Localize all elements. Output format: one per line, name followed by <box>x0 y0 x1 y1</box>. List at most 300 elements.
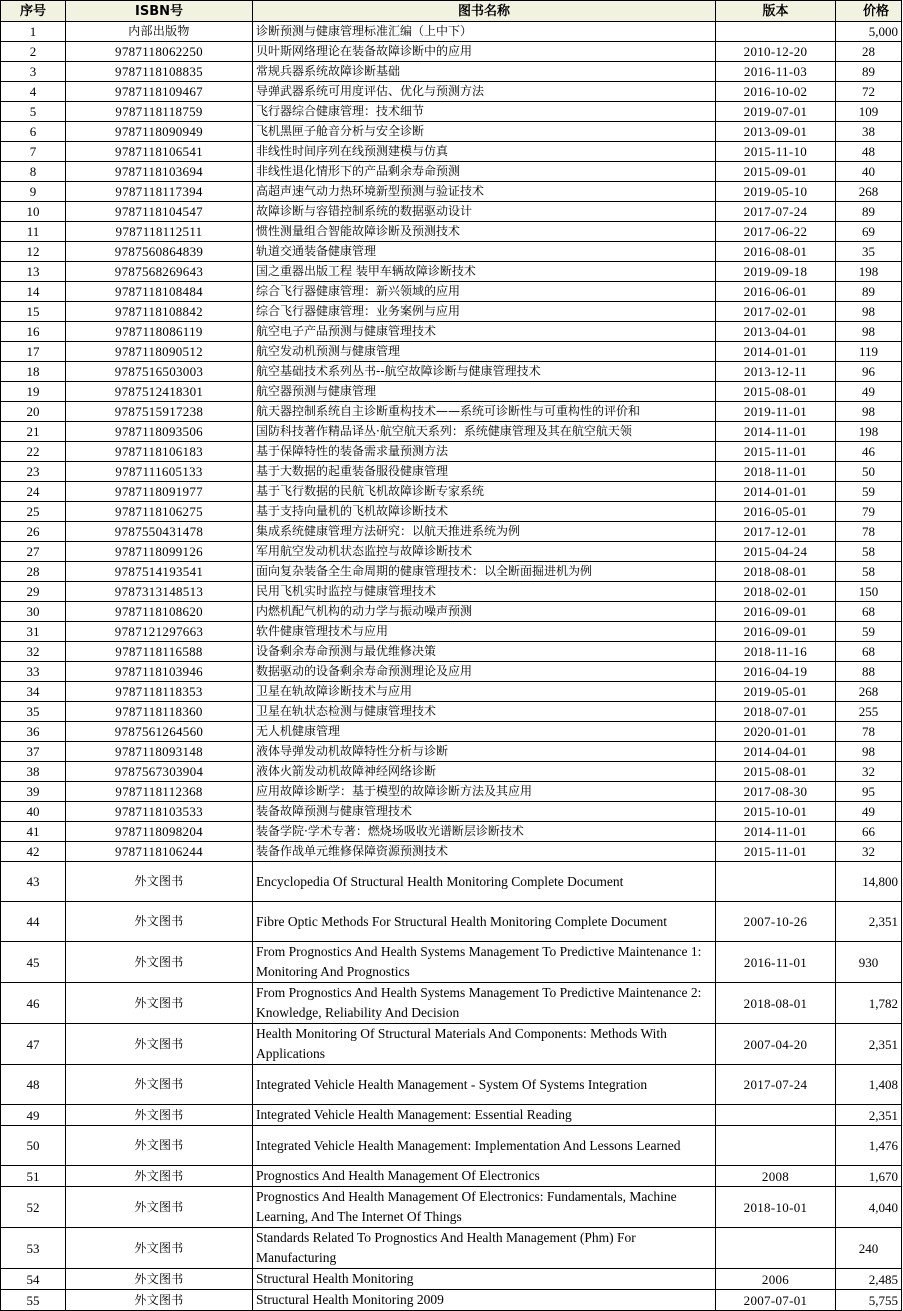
cell-isbn[interactable]: 9787560864839 <box>66 242 253 262</box>
cell-no[interactable]: 41 <box>1 822 66 842</box>
cell-edition[interactable]: 2013-12-11 <box>716 362 836 382</box>
cell-price[interactable]: 89 <box>836 282 902 302</box>
cell-no[interactable]: 26 <box>1 522 66 542</box>
cell-title[interactable]: 航天器控制系统自主诊断重构技术——系统可诊断性与可重构性的评价和 <box>253 402 716 422</box>
cell-edition[interactable]: 2016-11-01 <box>716 942 836 983</box>
cell-edition[interactable] <box>716 862 836 902</box>
cell-edition[interactable]: 2015-11-01 <box>716 842 836 862</box>
cell-isbn[interactable]: 9787118106183 <box>66 442 253 462</box>
cell-no[interactable]: 34 <box>1 682 66 702</box>
cell-no[interactable]: 14 <box>1 282 66 302</box>
cell-isbn[interactable]: 外文图书 <box>66 1105 253 1126</box>
cell-no[interactable]: 30 <box>1 602 66 622</box>
cell-isbn[interactable]: 外文图书 <box>66 1290 253 1311</box>
cell-isbn[interactable]: 9787514193541 <box>66 562 253 582</box>
cell-edition[interactable]: 2014-04-01 <box>716 742 836 762</box>
cell-price[interactable]: 198 <box>836 422 902 442</box>
cell-price[interactable]: 5,000 <box>836 22 902 42</box>
cell-price[interactable]: 150 <box>836 582 902 602</box>
cell-edition[interactable]: 2019-11-01 <box>716 402 836 422</box>
cell-isbn[interactable]: 9787550431478 <box>66 522 253 542</box>
cell-edition[interactable]: 2016-05-01 <box>716 502 836 522</box>
cell-isbn[interactable]: 9787118112368 <box>66 782 253 802</box>
cell-price[interactable]: 68 <box>836 602 902 622</box>
cell-title[interactable]: 航空器预测与健康管理 <box>253 382 716 402</box>
cell-no[interactable]: 35 <box>1 702 66 722</box>
cell-price[interactable]: 96 <box>836 362 902 382</box>
cell-isbn[interactable]: 9787118117394 <box>66 182 253 202</box>
cell-no[interactable]: 40 <box>1 802 66 822</box>
cell-title[interactable]: 惯性测量组合智能故障诊断及预测技术 <box>253 222 716 242</box>
cell-price[interactable]: 4,040 <box>836 1187 902 1228</box>
cell-price[interactable]: 69 <box>836 222 902 242</box>
cell-price[interactable]: 98 <box>836 302 902 322</box>
cell-edition[interactable]: 2015-11-01 <box>716 442 836 462</box>
cell-price[interactable]: 72 <box>836 82 902 102</box>
cell-title[interactable]: 综合飞行器健康管理：新兴领域的应用 <box>253 282 716 302</box>
cell-price[interactable]: 1,670 <box>836 1166 902 1187</box>
cell-price[interactable]: 98 <box>836 742 902 762</box>
table-row <box>1 1126 902 1166</box>
cell-no[interactable]: 12 <box>1 242 66 262</box>
cell-title[interactable]: 面向复杂装备全生命周期的健康管理技术：以全断面掘进机为例 <box>253 562 716 582</box>
table-row <box>1 182 902 202</box>
cell-price[interactable]: 49 <box>836 382 902 402</box>
cell-isbn[interactable]: 内部出版物 <box>66 22 253 42</box>
cell-edition[interactable]: 2018-11-16 <box>716 642 836 662</box>
cell-edition[interactable]: 2006 <box>716 1269 836 1290</box>
cell-price[interactable]: 240 <box>836 1228 902 1269</box>
cell-isbn[interactable]: 9787313148513 <box>66 582 253 602</box>
cell-no[interactable]: 5 <box>1 102 66 122</box>
cell-edition[interactable]: 2010-12-20 <box>716 42 836 62</box>
cell-no[interactable]: 25 <box>1 502 66 522</box>
cell-isbn[interactable]: 9787568269643 <box>66 262 253 282</box>
cell-title[interactable]: Structural Health Monitoring 2009 <box>253 1290 716 1311</box>
cell-no[interactable]: 23 <box>1 462 66 482</box>
cell-price[interactable]: 32 <box>836 842 902 862</box>
cell-title[interactable]: From Prognostics And Health Systems Management To Predictive Maintenance 1: Monitoring And Prognostics <box>253 942 716 983</box>
cell-title[interactable]: 非线性时间序列在线预测建模与仿真 <box>253 142 716 162</box>
cell-price[interactable]: 2,351 <box>836 1024 902 1065</box>
cell-no[interactable]: 45 <box>1 942 66 983</box>
cell-edition[interactable]: 2013-09-01 <box>716 122 836 142</box>
cell-edition[interactable]: 2016-10-02 <box>716 82 836 102</box>
cell-isbn[interactable]: 9787118090512 <box>66 342 253 362</box>
cell-title[interactable]: 民用飞机实时监控与健康管理技术 <box>253 582 716 602</box>
table-row <box>1 362 902 382</box>
cell-isbn[interactable]: 外文图书 <box>66 862 253 902</box>
cell-no[interactable]: 3 <box>1 62 66 82</box>
header-edition[interactable]: 版本 <box>716 1 836 22</box>
cell-title[interactable]: 液体火箭发动机故障神经网络诊断 <box>253 762 716 782</box>
cell-title[interactable]: 基于支持向量机的飞机故障诊断技术 <box>253 502 716 522</box>
cell-edition[interactable]: 2014-11-01 <box>716 422 836 442</box>
table-row <box>1 162 902 182</box>
cell-isbn[interactable]: 9787118090949 <box>66 122 253 142</box>
cell-price[interactable]: 78 <box>836 522 902 542</box>
cell-no[interactable]: 1 <box>1 22 66 42</box>
cell-no[interactable]: 28 <box>1 562 66 582</box>
cell-price[interactable]: 66 <box>836 822 902 842</box>
cell-isbn[interactable]: 外文图书 <box>66 1228 253 1269</box>
cell-title[interactable]: 高超声速气动力热环境新型预测与验证技术 <box>253 182 716 202</box>
cell-edition[interactable]: 2017-08-30 <box>716 782 836 802</box>
cell-price[interactable]: 79 <box>836 502 902 522</box>
cell-edition[interactable]: 2007-07-01 <box>716 1290 836 1311</box>
cell-no[interactable]: 10 <box>1 202 66 222</box>
cell-isbn[interactable]: 9787515917238 <box>66 402 253 422</box>
cell-title[interactable]: 贝叶斯网络理论在装备故障诊断中的应用 <box>253 42 716 62</box>
cell-title[interactable]: 装备作战单元维修保障资源预测技术 <box>253 842 716 862</box>
cell-no[interactable]: 33 <box>1 662 66 682</box>
cell-price[interactable]: 58 <box>836 562 902 582</box>
cell-isbn[interactable]: 9787118106541 <box>66 142 253 162</box>
cell-isbn[interactable]: 9787118099126 <box>66 542 253 562</box>
cell-no[interactable]: 43 <box>1 862 66 902</box>
cell-edition[interactable] <box>716 1228 836 1269</box>
cell-edition[interactable]: 2018-08-01 <box>716 562 836 582</box>
cell-title[interactable]: 国防科技著作精品译丛·航空航天系列：系统健康管理及其在航空航天领 <box>253 422 716 442</box>
cell-no[interactable]: 39 <box>1 782 66 802</box>
cell-title[interactable]: Structural Health Monitoring <box>253 1269 716 1290</box>
cell-edition[interactable] <box>716 22 836 42</box>
cell-no[interactable]: 50 <box>1 1126 66 1166</box>
cell-title[interactable]: 非线性退化情形下的产品剩余寿命预测 <box>253 162 716 182</box>
cell-edition[interactable]: 2019-07-01 <box>716 102 836 122</box>
cell-edition[interactable]: 2016-09-01 <box>716 622 836 642</box>
cell-title[interactable]: Prognostics And Health Management Of Electronics <box>253 1166 716 1187</box>
cell-edition[interactable]: 2007-10-26 <box>716 902 836 942</box>
cell-isbn[interactable]: 外文图书 <box>66 1024 253 1065</box>
cell-title[interactable]: 应用故障诊断学：基于模型的故障诊断方法及其应用 <box>253 782 716 802</box>
cell-no[interactable]: 9 <box>1 182 66 202</box>
cell-price[interactable]: 14,800 <box>836 862 902 902</box>
cell-title[interactable]: Encyclopedia Of Structural Health Monitoring Complete Document <box>253 862 716 902</box>
cell-edition[interactable]: 2016-11-03 <box>716 62 836 82</box>
cell-title[interactable]: 导弹武器系统可用度评估、优化与预测方法 <box>253 82 716 102</box>
cell-isbn[interactable]: 外文图书 <box>66 1166 253 1187</box>
cell-isbn[interactable]: 9787118108835 <box>66 62 253 82</box>
cell-edition[interactable]: 2017-06-22 <box>716 222 836 242</box>
cell-isbn[interactable]: 9787118086119 <box>66 322 253 342</box>
cell-no[interactable]: 27 <box>1 542 66 562</box>
cell-edition[interactable]: 2018-08-01 <box>716 983 836 1024</box>
cell-no[interactable]: 46 <box>1 983 66 1024</box>
cell-price[interactable]: 78 <box>836 722 902 742</box>
cell-title[interactable]: 装备故障预测与健康管理技术 <box>253 802 716 822</box>
cell-isbn[interactable]: 9787118093506 <box>66 422 253 442</box>
cell-no[interactable]: 53 <box>1 1228 66 1269</box>
cell-price[interactable]: 198 <box>836 262 902 282</box>
cell-isbn[interactable]: 9787118109467 <box>66 82 253 102</box>
table-row <box>1 1187 902 1228</box>
cell-no[interactable]: 44 <box>1 902 66 942</box>
cell-isbn[interactable]: 9787118103946 <box>66 662 253 682</box>
cell-isbn[interactable]: 9787118091977 <box>66 482 253 502</box>
cell-price[interactable]: 58 <box>836 542 902 562</box>
cell-no[interactable]: 18 <box>1 362 66 382</box>
cell-no[interactable]: 32 <box>1 642 66 662</box>
cell-isbn[interactable]: 外文图书 <box>66 942 253 983</box>
cell-no[interactable]: 31 <box>1 622 66 642</box>
table-row <box>1 682 902 702</box>
cell-isbn[interactable]: 9787118104547 <box>66 202 253 222</box>
cell-isbn[interactable]: 9787118108620 <box>66 602 253 622</box>
cell-title[interactable]: 卫星在轨状态检测与健康管理技术 <box>253 702 716 722</box>
cell-price[interactable]: 35 <box>836 242 902 262</box>
cell-isbn[interactable]: 9787516503003 <box>66 362 253 382</box>
cell-no[interactable]: 7 <box>1 142 66 162</box>
cell-price[interactable]: 2,351 <box>836 902 902 942</box>
cell-price[interactable]: 98 <box>836 322 902 342</box>
cell-title[interactable]: Integrated Vehicle Health Management: Essential Reading <box>253 1105 716 1126</box>
cell-edition[interactable]: 2019-05-01 <box>716 682 836 702</box>
cell-title[interactable]: 常规兵器系统故障诊断基础 <box>253 62 716 82</box>
cell-isbn[interactable]: 9787561264560 <box>66 722 253 742</box>
cell-no[interactable]: 52 <box>1 1187 66 1228</box>
cell-edition[interactable]: 2015-04-24 <box>716 542 836 562</box>
cell-edition[interactable]: 2019-05-10 <box>716 182 836 202</box>
cell-price[interactable]: 1,476 <box>836 1126 902 1166</box>
cell-edition[interactable]: 2015-08-01 <box>716 382 836 402</box>
cell-edition[interactable]: 2018-11-01 <box>716 462 836 482</box>
cell-price[interactable]: 95 <box>836 782 902 802</box>
cell-no[interactable]: 13 <box>1 262 66 282</box>
cell-price[interactable]: 268 <box>836 682 902 702</box>
cell-title[interactable]: Fibre Optic Methods For Structural Health Monitoring Complete Document <box>253 902 716 942</box>
cell-title[interactable]: From Prognostics And Health Systems Management To Predictive Maintenance 2: Knowledge, Reliability And Decision <box>253 983 716 1024</box>
cell-price[interactable]: 98 <box>836 402 902 422</box>
cell-isbn[interactable]: 外文图书 <box>66 1269 253 1290</box>
cell-title[interactable]: 综合飞行器健康管理：业务案例与应用 <box>253 302 716 322</box>
cell-price[interactable]: 68 <box>836 642 902 662</box>
cell-title[interactable]: Health Monitoring Of Structural Materials And Components: Methods With Applications <box>253 1024 716 1065</box>
cell-isbn[interactable]: 9787118103533 <box>66 802 253 822</box>
cell-title[interactable]: Integrated Vehicle Health Management: Implementation And Lessons Learned <box>253 1126 716 1166</box>
cell-no[interactable]: 20 <box>1 402 66 422</box>
cell-no[interactable]: 55 <box>1 1290 66 1311</box>
table-row <box>1 762 902 782</box>
cell-title[interactable]: 软件健康管理技术与应用 <box>253 622 716 642</box>
table-row <box>1 262 902 282</box>
cell-price[interactable]: 1,782 <box>836 983 902 1024</box>
cell-edition[interactable]: 2016-04-19 <box>716 662 836 682</box>
cell-no[interactable]: 2 <box>1 42 66 62</box>
cell-title[interactable]: 诊断预测与健康管理标准汇编（上中下） <box>253 22 716 42</box>
cell-isbn[interactable]: 9787567303904 <box>66 762 253 782</box>
cell-price[interactable]: 59 <box>836 482 902 502</box>
cell-edition[interactable]: 2015-11-10 <box>716 142 836 162</box>
cell-no[interactable]: 51 <box>1 1166 66 1187</box>
cell-isbn[interactable]: 外文图书 <box>66 1187 253 1228</box>
cell-price[interactable]: 2,351 <box>836 1105 902 1126</box>
cell-title[interactable]: 装备学院·学术专著：燃烧场吸收光谱断层诊断技术 <box>253 822 716 842</box>
cell-no[interactable]: 17 <box>1 342 66 362</box>
cell-isbn[interactable]: 9787118118360 <box>66 702 253 722</box>
cell-no[interactable]: 22 <box>1 442 66 462</box>
cell-no[interactable]: 54 <box>1 1269 66 1290</box>
cell-isbn[interactable]: 9787118103694 <box>66 162 253 182</box>
cell-price[interactable]: 32 <box>836 762 902 782</box>
cell-title[interactable]: 卫星在轨故障诊断技术与应用 <box>253 682 716 702</box>
cell-price[interactable]: 89 <box>836 202 902 222</box>
cell-isbn[interactable]: 外文图书 <box>66 1065 253 1105</box>
cell-price[interactable]: 5,755 <box>836 1290 902 1311</box>
cell-isbn[interactable]: 9787118108842 <box>66 302 253 322</box>
table-row <box>1 842 902 862</box>
cell-edition[interactable]: 2014-01-01 <box>716 342 836 362</box>
cell-no[interactable]: 48 <box>1 1065 66 1105</box>
cell-title[interactable]: 数据驱动的设备剩余寿命预测理论及应用 <box>253 662 716 682</box>
cell-title[interactable]: 设备剩余寿命预测与最优维修决策 <box>253 642 716 662</box>
cell-edition[interactable]: 2008 <box>716 1166 836 1187</box>
table-row <box>1 542 902 562</box>
cell-no[interactable]: 6 <box>1 122 66 142</box>
cell-edition[interactable]: 2014-11-01 <box>716 822 836 842</box>
cell-title[interactable]: 航空电子产品预测与健康管理技术 <box>253 322 716 342</box>
cell-edition[interactable]: 2018-10-01 <box>716 1187 836 1228</box>
table-row <box>1 722 902 742</box>
cell-no[interactable]: 11 <box>1 222 66 242</box>
cell-edition[interactable]: 2013-04-01 <box>716 322 836 342</box>
table-row <box>1 142 902 162</box>
cell-price[interactable]: 2,485 <box>836 1269 902 1290</box>
cell-edition[interactable]: 2017-07-24 <box>716 1065 836 1105</box>
cell-title[interactable]: 无人机健康管理 <box>253 722 716 742</box>
cell-price[interactable]: 48 <box>836 142 902 162</box>
cell-title[interactable]: 军用航空发动机状态监控与故障诊断技术 <box>253 542 716 562</box>
cell-edition[interactable]: 2015-09-01 <box>716 162 836 182</box>
cell-edition[interactable]: 2015-10-01 <box>716 802 836 822</box>
cell-edition[interactable]: 2017-07-24 <box>716 202 836 222</box>
cell-isbn[interactable]: 9787118108484 <box>66 282 253 302</box>
cell-isbn[interactable]: 9787118118353 <box>66 682 253 702</box>
cell-price[interactable]: 49 <box>836 802 902 822</box>
cell-title[interactable]: Integrated Vehicle Health Management - System Of Systems Integration <box>253 1065 716 1105</box>
cell-price[interactable]: 268 <box>836 182 902 202</box>
table-row <box>1 983 902 1024</box>
table-row <box>1 102 902 122</box>
cell-edition[interactable]: 2018-07-01 <box>716 702 836 722</box>
cell-isbn[interactable]: 9787118118759 <box>66 102 253 122</box>
cell-title[interactable]: 飞机黑匣子舱音分析与安全诊断 <box>253 122 716 142</box>
cell-edition[interactable]: 2017-12-01 <box>716 522 836 542</box>
cell-isbn[interactable]: 9787118098204 <box>66 822 253 842</box>
cell-title[interactable]: 国之重器出版工程 装甲车辆故障诊断技术 <box>253 262 716 282</box>
cell-price[interactable]: 1,408 <box>836 1065 902 1105</box>
cell-no[interactable]: 15 <box>1 302 66 322</box>
cell-edition[interactable]: 2017-02-01 <box>716 302 836 322</box>
cell-no[interactable]: 24 <box>1 482 66 502</box>
cell-isbn[interactable]: 外文图书 <box>66 1126 253 1166</box>
cell-isbn[interactable]: 9787118106244 <box>66 842 253 862</box>
cell-no[interactable]: 19 <box>1 382 66 402</box>
table-row <box>1 902 902 942</box>
cell-title[interactable]: 航空基础技术系列丛书--航空故障诊断与健康管理技术 <box>253 362 716 382</box>
cell-isbn[interactable]: 9787121297663 <box>66 622 253 642</box>
cell-isbn[interactable]: 9787512418301 <box>66 382 253 402</box>
cell-edition[interactable]: 2007-04-20 <box>716 1024 836 1065</box>
cell-title[interactable]: 液体导弹发动机故障特性分析与诊断 <box>253 742 716 762</box>
cell-price[interactable]: 255 <box>836 702 902 722</box>
cell-title[interactable]: Standards Related To Prognostics And Health Management (Phm) For Manufacturing <box>253 1228 716 1269</box>
cell-isbn[interactable]: 9787118106275 <box>66 502 253 522</box>
cell-edition[interactable]: 2015-08-01 <box>716 762 836 782</box>
cell-price[interactable]: 38 <box>836 122 902 142</box>
table-row <box>1 302 902 322</box>
cell-no[interactable]: 16 <box>1 322 66 342</box>
cell-title[interactable]: 轨道交通装备健康管理 <box>253 242 716 262</box>
cell-isbn[interactable]: 外文图书 <box>66 902 253 942</box>
cell-edition[interactable]: 2016-08-01 <box>716 242 836 262</box>
header-price[interactable]: 价格 <box>836 1 902 22</box>
cell-no[interactable]: 36 <box>1 722 66 742</box>
cell-price[interactable]: 119 <box>836 342 902 362</box>
cell-price[interactable]: 930 <box>836 942 902 983</box>
cell-title[interactable]: 基于飞行数据的民航飞机故障诊断专家系统 <box>253 482 716 502</box>
cell-price[interactable]: 28 <box>836 42 902 62</box>
cell-no[interactable]: 21 <box>1 422 66 442</box>
table-row <box>1 242 902 262</box>
cell-no[interactable]: 8 <box>1 162 66 182</box>
cell-edition[interactable]: 2014-01-01 <box>716 482 836 502</box>
header-no[interactable]: 序号 <box>1 1 66 22</box>
cell-price[interactable]: 50 <box>836 462 902 482</box>
cell-no[interactable]: 42 <box>1 842 66 862</box>
cell-edition[interactable] <box>716 1126 836 1166</box>
header-isbn[interactable]: ISBN号 <box>66 1 253 22</box>
cell-isbn[interactable]: 9787118112511 <box>66 222 253 242</box>
cell-price[interactable]: 59 <box>836 622 902 642</box>
cell-edition[interactable]: 2016-09-01 <box>716 602 836 622</box>
cell-edition[interactable]: 2016-06-01 <box>716 282 836 302</box>
cell-title[interactable]: 内燃机配气机构的动力学与振动噪声预测 <box>253 602 716 622</box>
cell-isbn[interactable]: 9787118093148 <box>66 742 253 762</box>
cell-edition[interactable] <box>716 1105 836 1126</box>
table-row <box>1 862 902 902</box>
cell-edition[interactable]: 2018-02-01 <box>716 582 836 602</box>
cell-title[interactable]: 基于保障特性的装备需求量预测方法 <box>253 442 716 462</box>
cell-no[interactable]: 47 <box>1 1024 66 1065</box>
cell-isbn[interactable]: 9787111605133 <box>66 462 253 482</box>
cell-price[interactable]: 88 <box>836 662 902 682</box>
cell-title[interactable]: 故障诊断与容错控制系统的数据驱动设计 <box>253 202 716 222</box>
cell-isbn[interactable]: 9787118116588 <box>66 642 253 662</box>
cell-price[interactable]: 46 <box>836 442 902 462</box>
cell-isbn[interactable]: 外文图书 <box>66 983 253 1024</box>
cell-title[interactable]: 集成系统健康管理方法研究：以航天推进系统为例 <box>253 522 716 542</box>
cell-price[interactable]: 109 <box>836 102 902 122</box>
cell-title[interactable]: 飞行器综合健康管理：技术细节 <box>253 102 716 122</box>
cell-no[interactable]: 4 <box>1 82 66 102</box>
table-row <box>1 502 902 522</box>
cell-no[interactable]: 38 <box>1 762 66 782</box>
cell-no[interactable]: 37 <box>1 742 66 762</box>
cell-edition[interactable]: 2019-09-18 <box>716 262 836 282</box>
cell-price[interactable]: 89 <box>836 62 902 82</box>
cell-title[interactable]: 航空发动机预测与健康管理 <box>253 342 716 362</box>
cell-no[interactable]: 29 <box>1 582 66 602</box>
cell-isbn[interactable]: 9787118062250 <box>66 42 253 62</box>
table-row <box>1 562 902 582</box>
cell-no[interactable]: 49 <box>1 1105 66 1126</box>
cell-price[interactable]: 40 <box>836 162 902 182</box>
cell-title[interactable]: Prognostics And Health Management Of Electronics: Fundamentals, Machine Learning, And The Internet Of Things <box>253 1187 716 1228</box>
header-title[interactable]: 图书名称 <box>253 1 716 22</box>
cell-edition[interactable]: 2020-01-01 <box>716 722 836 742</box>
cell-title[interactable]: 基于大数据的起重装备服役健康管理 <box>253 462 716 482</box>
